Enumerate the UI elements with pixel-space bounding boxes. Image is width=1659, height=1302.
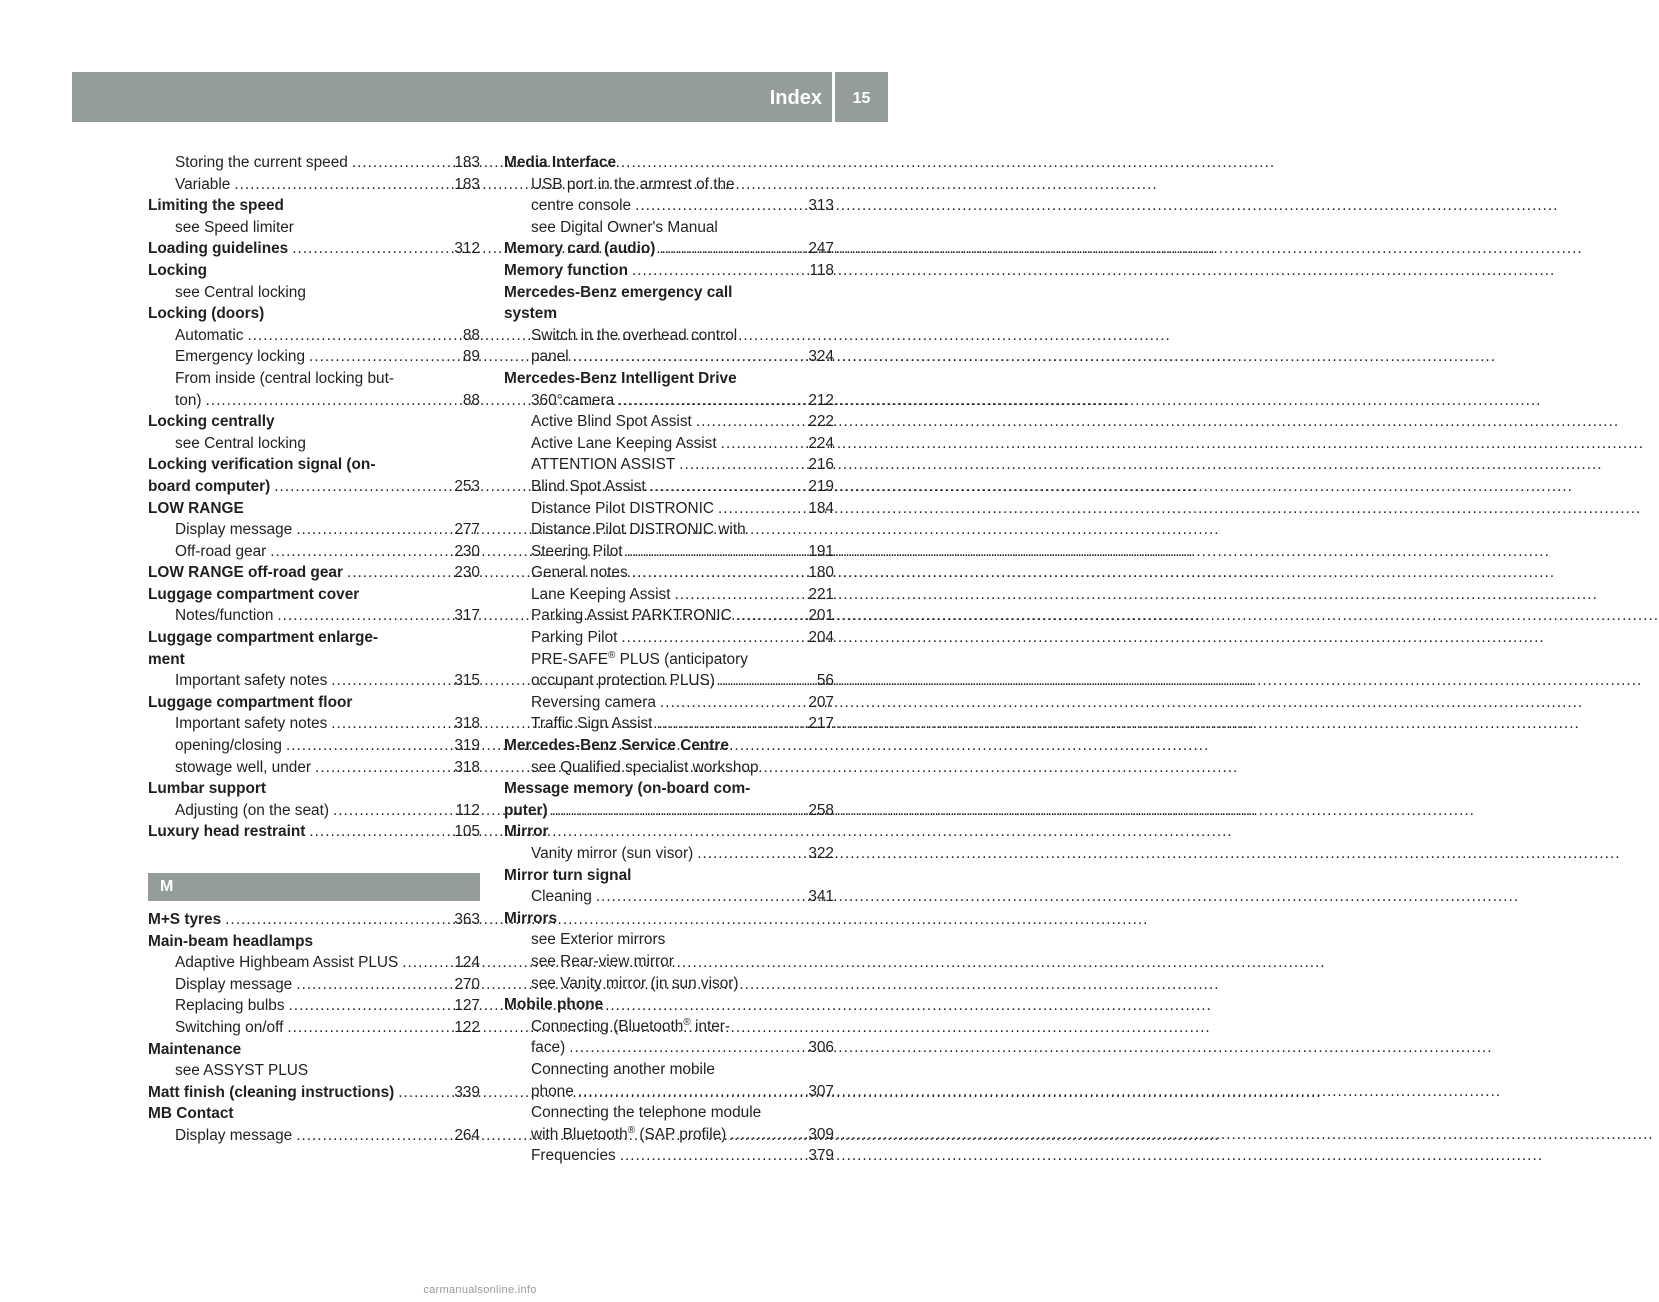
- entry-text-part: PRE-SAFE: [531, 650, 608, 668]
- index-entry: [504, 195, 834, 217]
- watermark: carmanualsonline.info: [423, 1284, 537, 1296]
- dot-leader: [247, 325, 450, 347]
- page-ref: 201: [808, 607, 834, 625]
- entry-text: stowage well, under: [175, 758, 312, 776]
- index-entry: [148, 562, 480, 584]
- page-number: 15: [852, 90, 871, 107]
- entry-text: Locking (doors): [148, 305, 265, 323]
- page-ref: 307: [808, 1082, 834, 1100]
- index-entry: [504, 238, 834, 260]
- entry-text: LOW RANGE: [148, 499, 244, 517]
- entry-text: Frequencies: [531, 1147, 616, 1165]
- page-ref: 363: [454, 911, 480, 928]
- index-entry: [148, 757, 480, 779]
- page-ref: 247: [808, 240, 834, 258]
- index-entry: [504, 174, 834, 196]
- index-entry: [148, 195, 480, 217]
- index-entry: [504, 692, 834, 714]
- entry-text: Main-beam headlamps: [148, 932, 314, 950]
- index-entry: [504, 562, 834, 584]
- index-entry: [504, 346, 834, 368]
- index-entry: [504, 670, 834, 692]
- page-ref: 318: [454, 715, 480, 733]
- entry-text: Cleaning: [531, 888, 592, 906]
- dot-leader: [632, 562, 804, 584]
- entry-text: see ASSYST PLUS: [175, 1062, 309, 1080]
- index-entry: [504, 584, 834, 606]
- page-ref: 312: [454, 240, 480, 258]
- index-entry: [148, 713, 480, 735]
- index-entry: [504, 994, 834, 1016]
- entry-text: Storing the current speed: [175, 154, 348, 171]
- page-ref: 277: [454, 521, 480, 539]
- index-entry: [504, 886, 834, 908]
- entry-text: Media Interface: [504, 154, 617, 171]
- entry-text: ton): [175, 391, 202, 409]
- page-ref: 230: [454, 564, 480, 582]
- index-entry: [504, 821, 834, 843]
- entry-text: Locking centrally: [148, 413, 275, 431]
- dot-leader: [650, 476, 804, 498]
- index-entry: [504, 951, 834, 973]
- entry-text: Mirror turn signal: [504, 866, 632, 884]
- entry-text: centre console: [531, 197, 632, 215]
- page-ref: 317: [454, 607, 480, 625]
- index-entry: [148, 584, 480, 606]
- page-ref: 318: [454, 758, 480, 776]
- index-entry: [504, 368, 834, 390]
- entry-text-part: (SAP profile): [635, 1125, 727, 1143]
- page-ref: 191: [808, 542, 834, 560]
- dot-leader: [596, 886, 804, 908]
- entry-text: Luxury head restraint: [148, 823, 306, 841]
- index-entry: [504, 735, 834, 757]
- page-ref: 222: [808, 413, 834, 431]
- entry-text: Parking Pilot: [531, 629, 618, 647]
- entry-text: 360°camera: [531, 391, 615, 409]
- index-entry: [504, 260, 834, 282]
- dot-leader: [333, 800, 450, 822]
- entry-text: see Digital Owner's Manual: [531, 218, 718, 236]
- index-entry: [148, 1103, 480, 1125]
- dot-leader: [315, 757, 450, 779]
- entry-text: Emergency locking: [175, 348, 306, 366]
- page-ref: 230: [454, 542, 480, 560]
- entry-text: panel: [531, 348, 569, 366]
- entry-text: Distance Pilot DISTRONIC: [531, 499, 715, 517]
- dot-leader: [287, 1017, 450, 1039]
- page-ref: 207: [808, 693, 834, 711]
- entry-text: Luggage compartment cover: [148, 585, 360, 603]
- index-entry: [504, 1145, 834, 1167]
- index-entry: [504, 649, 834, 671]
- index-entry: [148, 260, 480, 282]
- page-ref: 118: [809, 261, 834, 279]
- page-ref: 253: [454, 477, 480, 495]
- entry-text: Important safety notes: [175, 715, 328, 733]
- entry-text: Active Blind Spot Assist: [531, 413, 692, 431]
- entry-text: Connecting the telephone module: [531, 1104, 762, 1122]
- page-ref: 112: [455, 801, 480, 819]
- index-entry: [148, 909, 480, 931]
- dot-leader: [736, 605, 804, 627]
- index-entry: [504, 519, 834, 541]
- dot-leader: [660, 692, 804, 714]
- index-entry: [148, 800, 480, 822]
- dot-leader: [234, 174, 450, 196]
- index-entry: [148, 1017, 480, 1039]
- index-entry: [148, 174, 480, 196]
- page-ref: 379: [808, 1147, 834, 1165]
- dot-leader: [719, 670, 804, 692]
- dot-leader: [277, 605, 450, 627]
- page-ref: 339: [454, 1083, 480, 1101]
- entry-text: Mercedes-Benz emergency call: [504, 283, 733, 301]
- index-entry: [148, 433, 480, 455]
- dot-leader: [659, 238, 804, 260]
- entry-text: Replacing bulbs: [175, 997, 285, 1015]
- page-ref: 217: [808, 715, 834, 733]
- index-entry: [148, 152, 480, 174]
- page-ref: 322: [808, 845, 834, 862]
- page-ref: 105: [454, 823, 480, 841]
- entry-text: Mobile phone: [504, 996, 604, 1014]
- entry-text: Connecting another mobile: [531, 1060, 715, 1078]
- entry-text: Luggage compartment enlarge-: [148, 629, 379, 647]
- entry-text: see Central locking: [175, 283, 306, 301]
- entry-text: Automatic: [175, 326, 244, 344]
- entry-text: Adaptive Highbeam Assist PLUS: [175, 954, 399, 972]
- entry-text: Distance Pilot DISTRONIC with: [531, 521, 746, 539]
- section-header-m: M: [148, 873, 480, 901]
- entry-text: Memory function: [504, 261, 628, 279]
- entry-text: ATTENTION ASSIST: [531, 456, 676, 474]
- index-entry: [504, 1102, 834, 1124]
- section-m-entries: [148, 909, 480, 1147]
- entry-text: Adjusting (on the seat): [175, 801, 329, 819]
- entry-text: Vanity mirror (sun visor): [531, 845, 694, 862]
- dot-leader: [347, 562, 450, 584]
- dot-leader: [296, 974, 450, 996]
- entry-text: Parking Assist PARKTRONIC: [531, 607, 732, 625]
- dot-leader: [721, 433, 804, 455]
- page-ref: 88: [462, 391, 480, 409]
- page-ref: 309: [808, 1125, 834, 1143]
- dot-leader: [620, 1145, 804, 1167]
- page-ref: 319: [454, 737, 480, 755]
- entry-text: Lumbar support: [148, 780, 266, 798]
- index-entry: [148, 303, 480, 325]
- page-ref: 56: [816, 672, 834, 690]
- dot-leader: [635, 195, 804, 217]
- index-entry: [504, 411, 834, 433]
- index-entry: [504, 498, 834, 520]
- index-entry: [148, 238, 480, 260]
- entry-text: Display message: [175, 975, 293, 993]
- index-entry: [148, 217, 480, 239]
- page-ref: 184: [808, 499, 834, 517]
- index-entry: [148, 821, 480, 843]
- index-entry: [148, 670, 480, 692]
- index-entry: [504, 152, 834, 174]
- entry-text: Off-road gear: [175, 542, 267, 560]
- entry-text: face): [531, 1039, 566, 1057]
- dot-leader: [296, 519, 450, 541]
- registered-mark: ®: [607, 649, 616, 661]
- index-entry: [148, 1060, 480, 1082]
- page-ref: 341: [808, 888, 834, 906]
- entry-text: Maintenance: [148, 1040, 242, 1058]
- dot-leader: [627, 541, 804, 563]
- page-ref: 221: [808, 585, 834, 603]
- index-entry: [148, 735, 480, 757]
- dot-leader: [632, 260, 804, 282]
- index-entry: [148, 649, 480, 671]
- index-entry: [148, 498, 480, 520]
- index-entry: [148, 1082, 480, 1104]
- entry-text: Memory card (audio): [504, 240, 656, 258]
- registered-mark: ®: [627, 1124, 636, 1136]
- entry-text: [531, 1016, 730, 1038]
- dot-leader: [656, 713, 804, 735]
- index-entry: [504, 908, 834, 930]
- entry-text: Matt finish (cleaning instructions): [148, 1083, 395, 1101]
- entry-text: system: [504, 305, 558, 323]
- index-entry: [148, 627, 480, 649]
- entry-text-part: with Bluetooth: [531, 1125, 628, 1143]
- index-entry: [148, 282, 480, 304]
- index-entry: [148, 1125, 480, 1147]
- dot-leader: [618, 390, 804, 412]
- entry-text: opening/closing: [175, 737, 282, 755]
- dot-leader: [286, 735, 450, 757]
- entry-text: From inside (central locking but-: [175, 369, 394, 387]
- dot-leader: [569, 1037, 804, 1059]
- index-entry: [504, 1081, 834, 1103]
- page-title: Index: [769, 87, 822, 109]
- dot-leader: [730, 1124, 804, 1146]
- entry-text: Blind Spot Assist: [531, 477, 646, 495]
- index-entry: [148, 411, 480, 433]
- index-entry: [148, 519, 480, 541]
- entry-text: board computer): [148, 477, 271, 495]
- dot-leader: [674, 584, 804, 606]
- index-entry: [148, 974, 480, 996]
- page-ref: 204: [808, 629, 834, 647]
- entry-text: puter): [504, 801, 548, 819]
- registered-mark: ®: [683, 1016, 691, 1028]
- entry-text: General notes: [531, 564, 628, 582]
- page-ref: 180: [808, 564, 834, 582]
- dot-leader: [309, 821, 450, 843]
- index-entry: [148, 605, 480, 627]
- page-ref: 306: [808, 1039, 834, 1057]
- index-entry: [148, 390, 480, 412]
- dot-leader: [270, 541, 450, 563]
- entry-text: Notes/function: [175, 607, 274, 625]
- page-ref: 258: [808, 801, 834, 819]
- entry-text: Mirror: [504, 823, 549, 841]
- entry-text: M+S tyres: [148, 911, 222, 928]
- page-ref: 219: [808, 477, 834, 495]
- index-entry: [504, 929, 834, 951]
- index-entry: [148, 368, 480, 390]
- index-entry: [504, 325, 834, 347]
- entry-text: Message memory (on-board com-: [504, 780, 751, 798]
- index-entry: [504, 757, 834, 779]
- dot-leader: [225, 909, 450, 931]
- index-entry: [504, 713, 834, 735]
- entry-text: Display message: [175, 1126, 293, 1144]
- dot-leader: [296, 1125, 450, 1147]
- page-ref: 124: [454, 954, 480, 972]
- entry-text-part: inter-: [690, 1017, 731, 1035]
- index-entry: [504, 433, 834, 455]
- dot-leader: [309, 346, 450, 368]
- entry-text: Switch in the overhead control: [531, 326, 738, 344]
- index-entry: [148, 476, 480, 498]
- entry-text-part: PLUS (anticipatory: [615, 650, 748, 668]
- page-ref: 216: [808, 456, 834, 474]
- index-entry: [504, 627, 834, 649]
- entry-text: LOW RANGE off-road gear: [148, 564, 343, 582]
- page-ref: 127: [454, 997, 480, 1015]
- entry-text: Mercedes-Benz Intelligent Drive: [504, 369, 737, 387]
- dot-leader: [679, 454, 804, 476]
- entry-text: Display message: [175, 521, 293, 539]
- index-entry: [148, 325, 480, 347]
- left-entries: [148, 152, 480, 843]
- index-entry: [504, 303, 834, 325]
- entry-text: Lane Keeping Assist: [531, 585, 671, 603]
- entry-text: Variable: [175, 175, 231, 193]
- entry-text: see Qualified specialist workshop: [531, 758, 759, 776]
- entry-text: Loading guidelines: [148, 240, 289, 258]
- index-entry: [504, 454, 834, 476]
- index-entry: [148, 346, 480, 368]
- dot-leader: [352, 152, 450, 174]
- index-entry: [504, 1124, 834, 1146]
- entry-text: [531, 649, 748, 671]
- index-entry: [148, 1039, 480, 1061]
- entry-text: Mercedes-Benz Service Centre: [504, 737, 729, 755]
- entry-text: Locking verification signal (on-: [148, 456, 376, 474]
- entry-text: Luggage compartment floor: [148, 693, 353, 711]
- index-entry: [504, 800, 834, 822]
- dot-leader: [331, 670, 450, 692]
- index-entry: [504, 1059, 834, 1081]
- entry-text: see Central locking: [175, 434, 306, 452]
- page-ref: 183: [454, 175, 480, 193]
- index-column-left: [148, 152, 480, 1147]
- entry-text: Mirrors: [504, 909, 558, 927]
- dot-leader: [573, 346, 804, 368]
- index-entry: [504, 778, 834, 800]
- index-entry: [504, 217, 834, 239]
- header-bar: [72, 72, 888, 122]
- page-ref: 212: [808, 391, 834, 409]
- index-entry: [504, 476, 834, 498]
- dot-leader: [289, 995, 450, 1017]
- page-ref: 270: [454, 975, 480, 993]
- entry-text: see Exterior mirrors: [531, 931, 666, 949]
- page-ref: 324: [808, 348, 834, 366]
- index-entry: [504, 973, 834, 995]
- dot-leader: [578, 1081, 804, 1103]
- index-entry: [504, 282, 834, 304]
- page-ref: 315: [454, 672, 480, 690]
- dot-leader: [696, 411, 804, 433]
- right-entries: [504, 152, 834, 1167]
- entry-text: Steering Pilot: [531, 542, 623, 560]
- entry-text: Limiting the speed: [148, 197, 284, 215]
- page-ref: 224: [808, 434, 834, 452]
- entry-text: see Vanity mirror (in sun visor): [531, 974, 739, 992]
- entry-text: MB Contact: [148, 1105, 234, 1123]
- dot-leader: [718, 498, 804, 520]
- entry-text: see Rear-view mirror: [531, 952, 674, 970]
- dot-leader: [552, 800, 804, 822]
- entry-text: ment: [148, 650, 185, 668]
- index-entry: [504, 1016, 834, 1038]
- index-entry: [504, 390, 834, 412]
- index-entry: [504, 843, 834, 865]
- entry-text-part: Connecting (Bluetooth: [531, 1017, 684, 1035]
- index-entry: [148, 541, 480, 563]
- entry-text: Locking: [148, 261, 207, 279]
- dot-leader: [697, 843, 804, 865]
- entry-text: occupant protection PLUS): [531, 672, 715, 690]
- page-ref: 88: [462, 326, 480, 344]
- page-ref: 264: [454, 1126, 480, 1144]
- page-ref: 89: [462, 348, 480, 366]
- entry-text: Switching on/off: [175, 1018, 284, 1036]
- entry-text: Traffic Sign Assist: [531, 715, 653, 733]
- page-ref: 122: [454, 1018, 480, 1036]
- dot-leader: [398, 1082, 450, 1104]
- index-entry: [504, 605, 834, 627]
- index-entry: [504, 865, 834, 887]
- index-entry: [148, 995, 480, 1017]
- dot-leader: [402, 952, 450, 974]
- entry-text: USB port in the armrest of the: [531, 175, 735, 193]
- dot-leader: [292, 238, 450, 260]
- page-ref: 183: [454, 154, 480, 171]
- dot-leader: [331, 713, 450, 735]
- index-entry: [504, 1037, 834, 1059]
- entry-text: Active Lane Keeping Assist: [531, 434, 717, 452]
- entry-text: Important safety notes: [175, 672, 328, 690]
- index-column-right: [504, 152, 834, 1167]
- index-entry: [148, 931, 480, 953]
- index-entry: [148, 778, 480, 800]
- dot-leader: [621, 627, 804, 649]
- index-entry: [504, 541, 834, 563]
- dot-leader: [274, 476, 450, 498]
- index-entry: [148, 454, 480, 476]
- dot-leader: [206, 390, 450, 412]
- index-entry: [148, 952, 480, 974]
- entry-text: [531, 1124, 726, 1146]
- entry-text: phone: [531, 1082, 574, 1100]
- entry-text: Reversing camera: [531, 693, 656, 711]
- index-entry: [148, 692, 480, 714]
- page-ref: 313: [808, 197, 834, 215]
- entry-text: see Speed limiter: [175, 218, 294, 236]
